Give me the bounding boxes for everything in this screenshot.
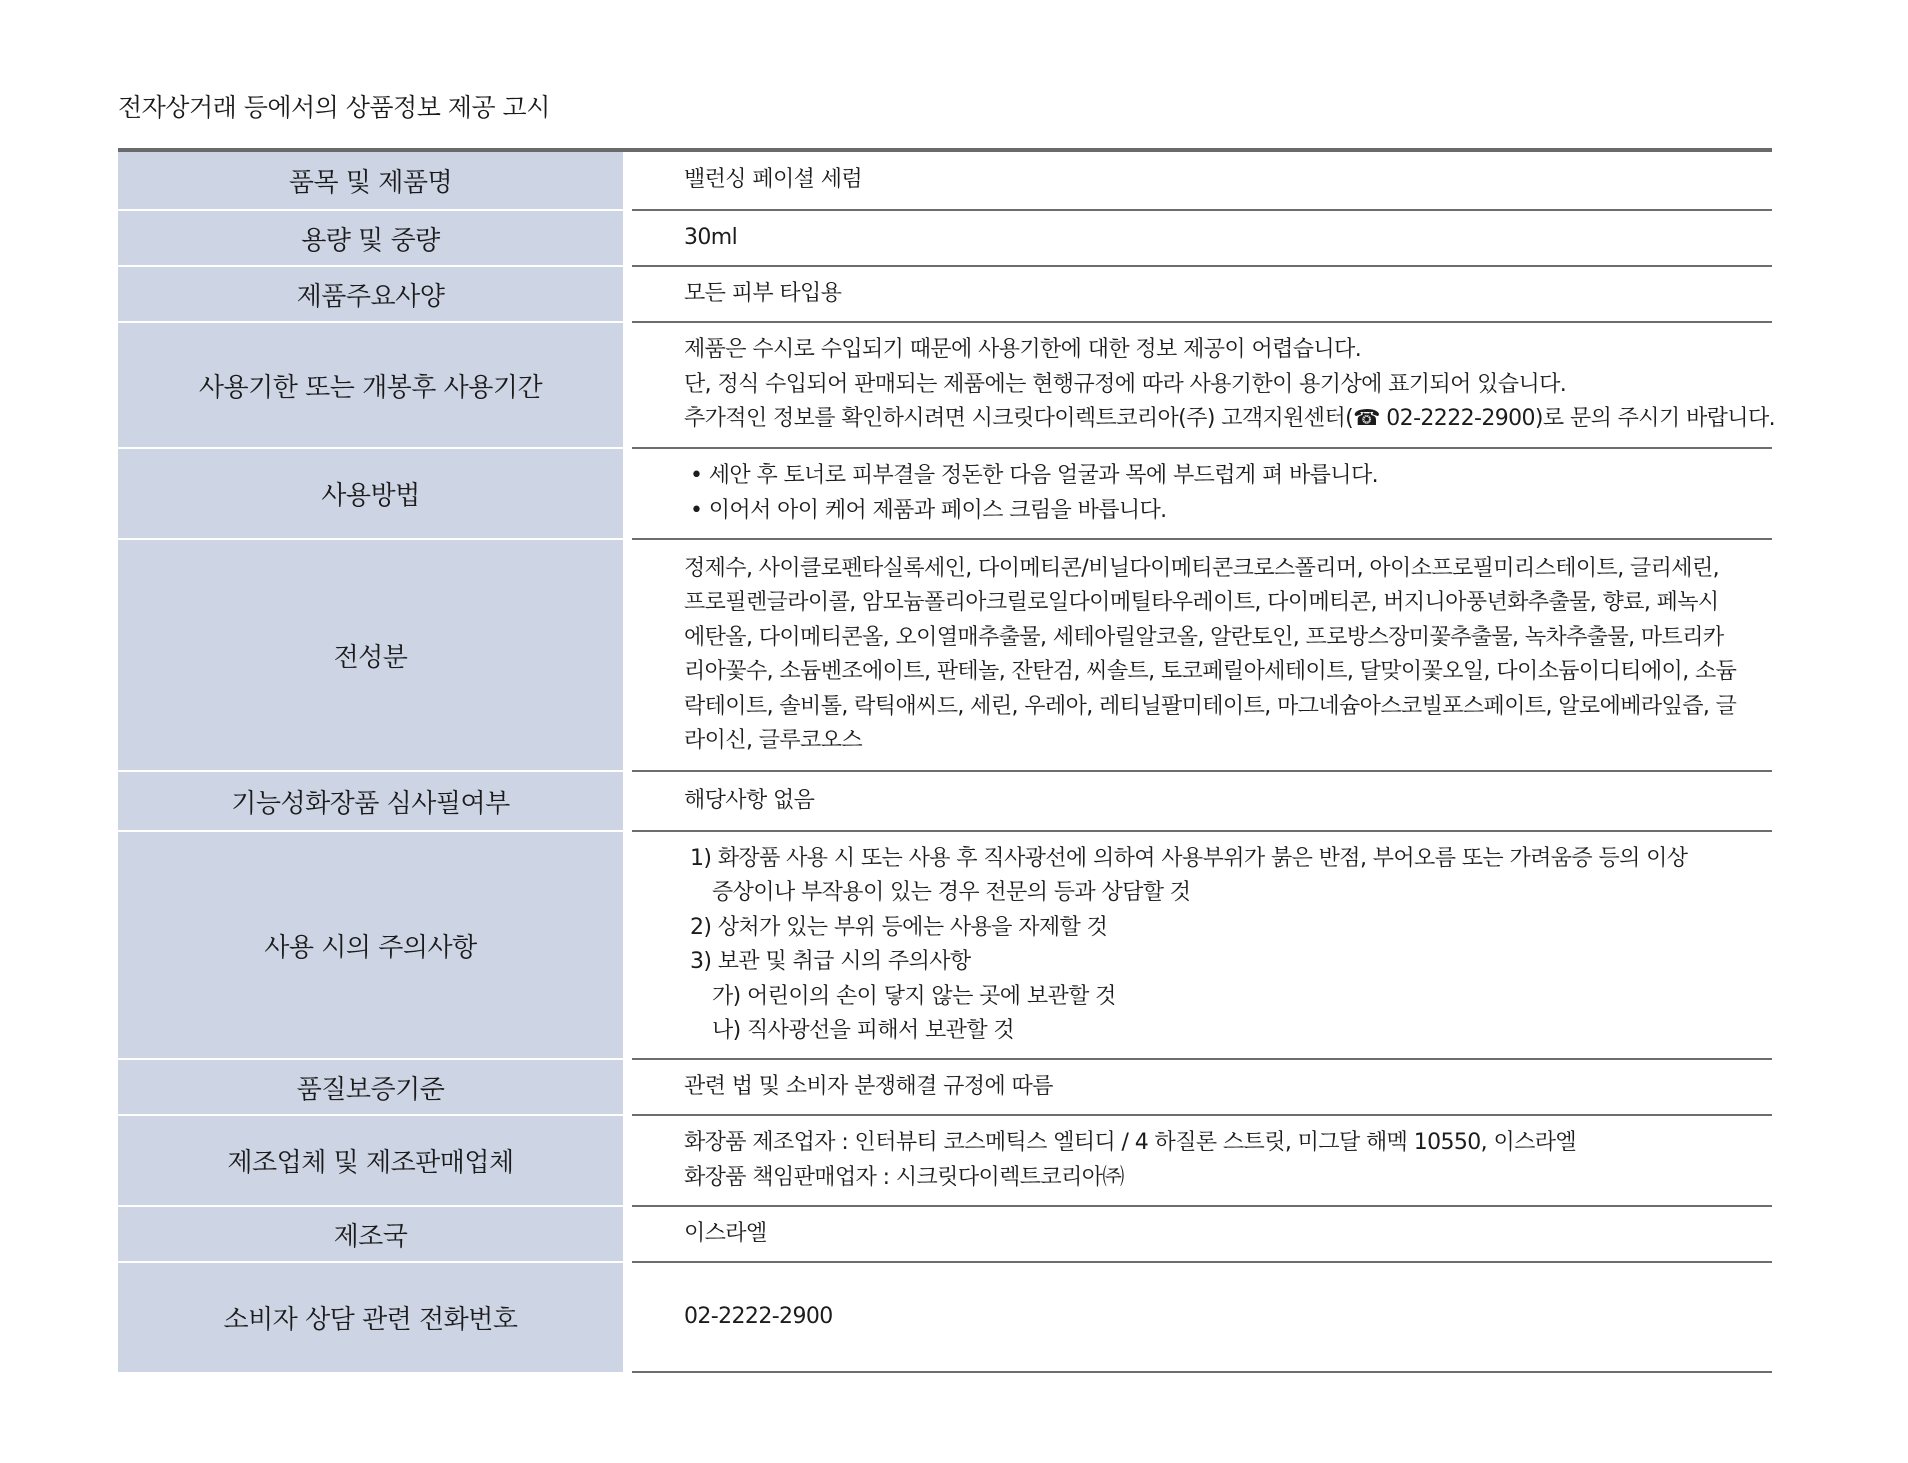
precaution-item: 2) 상처가 있는 부위 등에는 사용을 자제할 것 bbox=[690, 914, 1108, 940]
ingredients-line: 락테이트, 솔비톨, 락틱애씨드, 세린, 우레아, 레티닐팔미테이트, 마그네슘아스코빌포스페이트, 알로에베라잎즙, 글 bbox=[684, 693, 1737, 719]
usage-step: • 세안 후 토너로 피부결을 정돈한 다음 얼굴과 목에 부드럽게 펴 바릅니다. bbox=[690, 463, 1379, 488]
value-line: 해당사항 없음 bbox=[684, 787, 815, 813]
row-label-manufacturer: 제조업체 및 제조판매업체 bbox=[118, 1116, 623, 1205]
precaution-item: 3) 보관 및 취급 시의 주의사항 bbox=[690, 949, 971, 974]
value-line: 모든 피부 타입용 bbox=[684, 280, 842, 306]
phone-number: 02-2222-2900 bbox=[684, 1304, 833, 1330]
row-label-phone: 소비자 상담 관련 전화번호 bbox=[118, 1263, 623, 1372]
row-value-quality-standard bbox=[684, 1060, 1764, 1114]
usage-step: • 이어서 아이 케어 제품과 페이스 크림을 바릅니다. bbox=[690, 497, 1167, 523]
value-line: 화장품 제조업자 : 인터뷰티 코스메틱스 엘티디 / 4 하질론 스트릿, 미그달 해멕 10550, 이스라엘 bbox=[684, 1130, 1577, 1155]
precaution-item: 1) 화장품 사용 시 또는 사용 후 직사광선에 의하여 사용부위가 붉은 반점, 부어오름 또는 가려움증 등의 이상 bbox=[690, 845, 1688, 871]
ingredients-line: 리아꽃수, 소듐벤조에이트, 판테놀, 잔탄검, 씨솔트, 토코페릴아세테이트, 달맞이꽃오일, 다이소듐이디티에이, 소듐 bbox=[684, 659, 1737, 684]
value-line: 이스라엘 bbox=[684, 1220, 767, 1246]
row-label-main-spec: 제품주요사양 bbox=[118, 267, 623, 321]
row-label-expiry: 사용기한 또는 개봉후 사용기간 bbox=[118, 323, 623, 447]
row-label-ingredients: 전성분 bbox=[118, 540, 623, 770]
value-line: 30ml bbox=[684, 224, 738, 250]
precaution-item: 증상이나 부작용이 있는 경우 전문의 등과 상담할 것 bbox=[712, 880, 1191, 905]
table-bottom-rule bbox=[632, 1371, 1772, 1373]
value-line: 제품은 수시로 수입되기 때문에 사용기한에 대한 정보 제공이 어렵습니다. bbox=[684, 337, 1362, 363]
row-value-manufacturer bbox=[684, 1116, 1764, 1205]
value-line: 밸런싱 페이셜 세럼 bbox=[684, 167, 863, 193]
precaution-item: 나) 직사광선을 피해서 보관할 것 bbox=[712, 1018, 1015, 1043]
row-label-country: 제조국 bbox=[118, 1207, 623, 1261]
value-line: 화장품 책임판매업자 : 시크릿다이렉트코리아㈜ bbox=[684, 1164, 1124, 1190]
row-value-main-spec bbox=[684, 267, 1764, 321]
row-label-quality-standard: 품질보증기준 bbox=[118, 1060, 623, 1114]
value-line: 관련 법 및 소비자 분쟁해결 규정에 따름 bbox=[684, 1073, 1053, 1099]
ingredients-line: 에탄올, 다이메티콘올, 오이열매추출물, 세테아릴알코올, 알란토인, 프로방스장미꽃추출물, 녹차추출물, 마트리카 bbox=[684, 624, 1724, 650]
value-line: 추가적인 정보를 확인하시려면 시크릿다이렉트코리아(주) 고객지원센터(☎ 02-2222-2900)로 문의 주시기 바랍니다. bbox=[684, 406, 1776, 432]
row-value-ingredients bbox=[684, 540, 1764, 770]
ingredients-line: 정제수, 사이클로펜타실록세인, 다이메티콘/비닐다이메티콘크로스폴리머, 아이소프로필미리스테이트, 글리세린, bbox=[684, 555, 1719, 581]
row-value-usage bbox=[684, 449, 1764, 538]
ingredients-line: 프로필렌글라이콜, 암모늄폴리아크릴로일다이메틸타우레이트, 다이메티콘, 버지니아풍년화추출물, 향료, 페녹시 bbox=[684, 590, 1719, 615]
row-value-precautions bbox=[684, 832, 1764, 1058]
row-value-expiry bbox=[684, 323, 1776, 447]
ingredients-line: 라이신, 글루코오스 bbox=[684, 728, 863, 753]
row-value-country bbox=[684, 1207, 1764, 1261]
row-value-volume bbox=[684, 211, 1764, 265]
row-label-product-name: 품목 및 제품명 bbox=[118, 152, 623, 209]
row-value-functional-review bbox=[684, 772, 1764, 830]
row-value-phone bbox=[684, 1263, 1764, 1372]
row-value-product-name bbox=[684, 152, 1764, 209]
document-title: 전자상거래 등에서의 상품정보 제공 고시 bbox=[118, 93, 550, 122]
row-label-volume: 용량 및 중량 bbox=[118, 211, 623, 265]
row-label-usage: 사용방법 bbox=[118, 449, 623, 538]
row-label-precautions: 사용 시의 주의사항 bbox=[118, 832, 623, 1058]
precaution-item: 가) 어린이의 손이 닿지 않는 곳에 보관할 것 bbox=[712, 983, 1116, 1009]
row-label-functional-review: 기능성화장품 심사필여부 bbox=[118, 772, 623, 830]
value-line: 단, 정식 수입되어 판매되는 제품에는 현행규정에 따라 사용기한이 용기상에 표기되어 있습니다. bbox=[684, 371, 1567, 397]
